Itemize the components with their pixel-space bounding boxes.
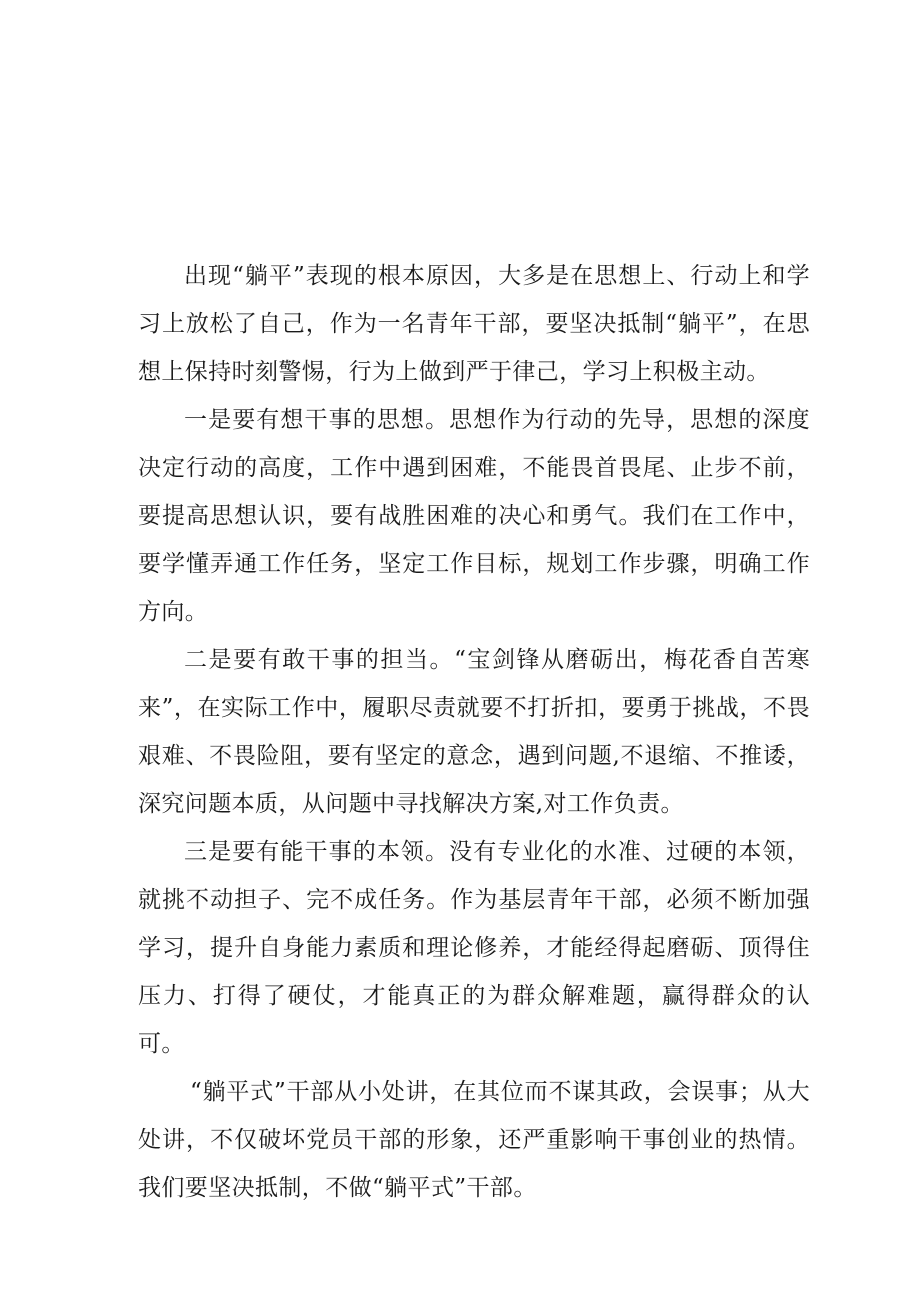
- paragraph-conclusion: “躺平式”干部从小处讲，在其位而不谋其政，会误事；从大处讲，不仅破坏党员干部的形象，还严重影响干事创业的热情。我们要坚决抵制，不做“躺平式”干部。: [138, 1079, 810, 1201]
- paragraph-point-one: 一是要有想干事的思想。思想作为行动的先导，思想的深度决定行动的高度，工作中遇到困难，不能畏首畏尾、止步不前，要提高思想认识，要有战胜困难的决心和勇气。我们在工作中，要学懂弄通工作任务，坚定工作目标，规划工作步骤，明确工作方向。: [138, 407, 810, 625]
- paragraph-intro: 出现“躺平”表现的根本原因，大多是在思想上、行动上和学习上放松了自己，作为一名青年干部，要坚决抵制“躺平”，在思想上保持时刻警惕，行为上做到严于律己，学习上积极主动。: [138, 263, 810, 385]
- paragraph-point-two: 二是要有敢干事的担当。“宝剑锋从磨砺出，梅花香自苦寒来”，在实际工作中，履职尽责就要不打折扣，要勇于挑战，不畏艰难、不畏险阻，要有坚定的意念，遇到问题,不退缩、不推诿，深究问题本质，从问题中寻找解决方案,对工作负责。: [138, 647, 810, 817]
- document-body: [138, 252, 810, 1212]
- paragraph-point-three: 三是要有能干事的本领。没有专业化的水准、过硬的本领，就挑不动担子、完不成任务。作为基层青年干部，必须不断加强学习，提升自身能力素质和理论修养，才能经得起磨砺、顶得住压力、打得了硬仗，才能真正的为群众解难题，赢得群众的认可。: [138, 839, 810, 1057]
